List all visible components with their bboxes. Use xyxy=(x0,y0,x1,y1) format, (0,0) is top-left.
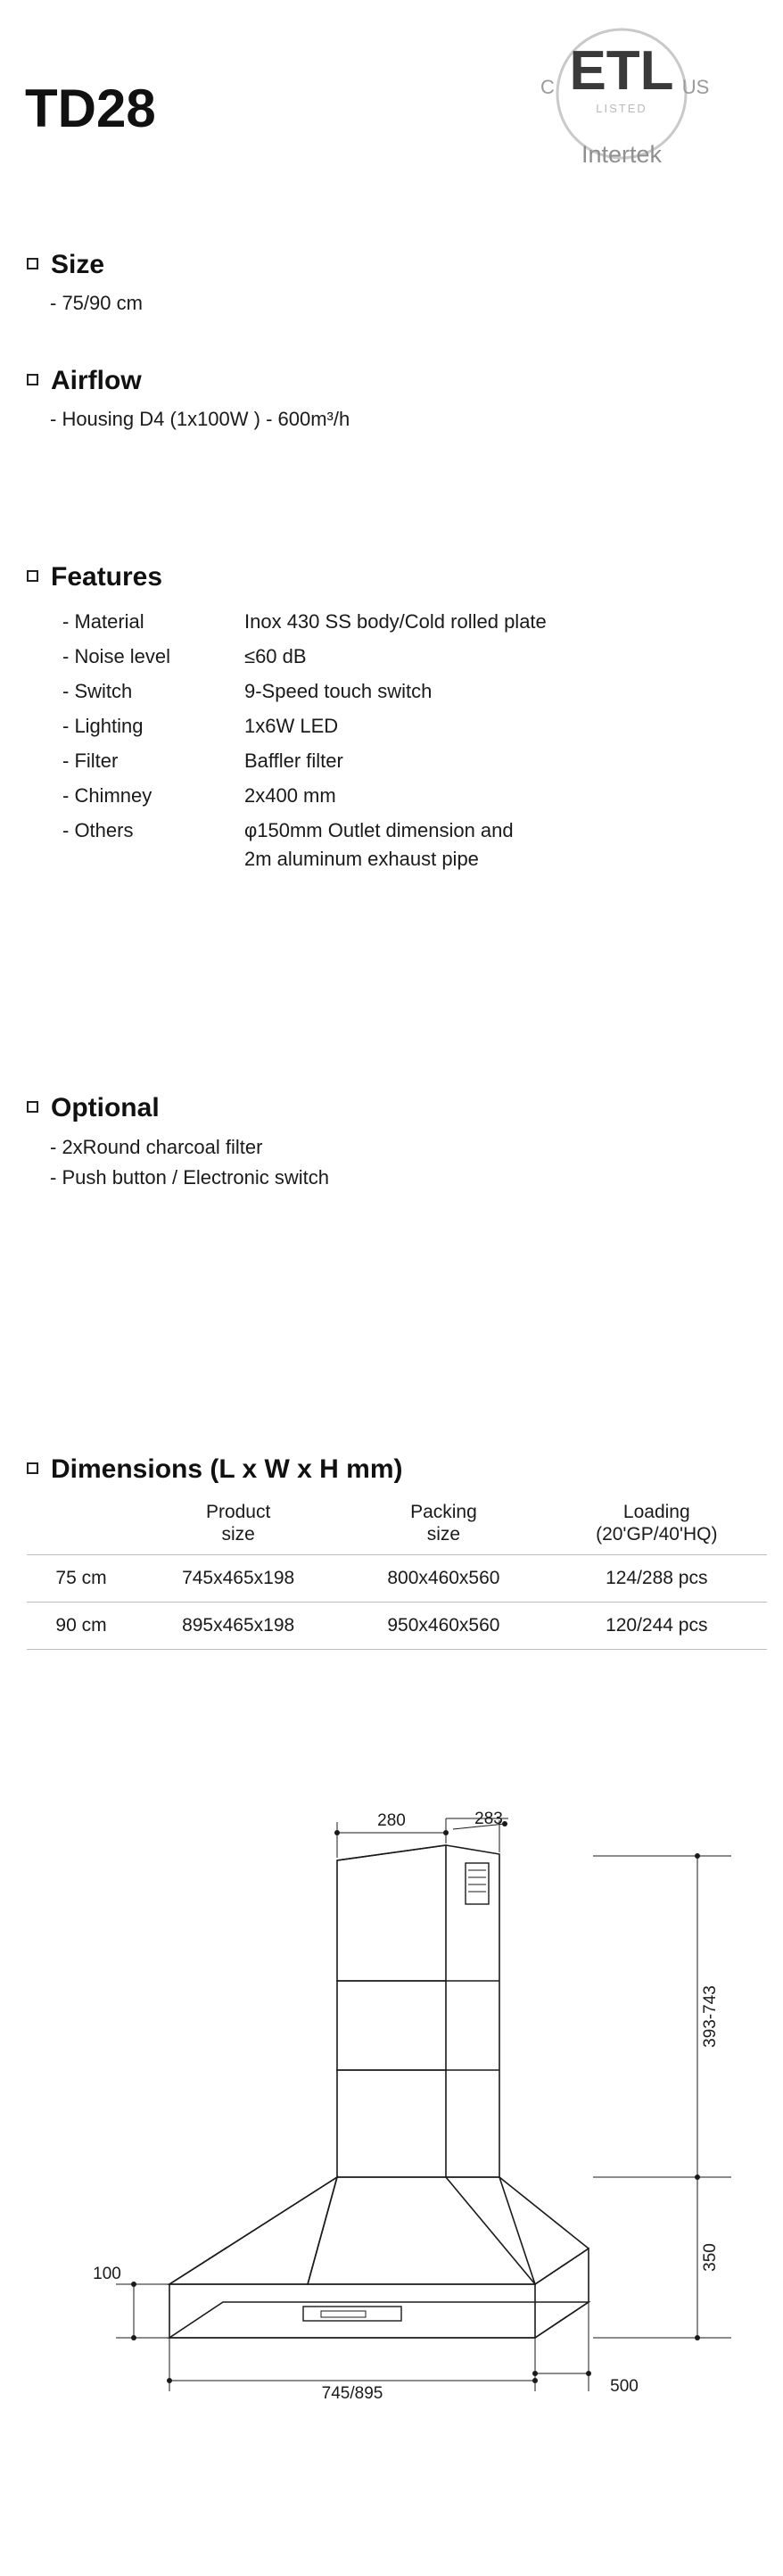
cell-packing-size: 800x460x560 xyxy=(387,1568,500,1589)
svg-text:C: C xyxy=(540,76,555,98)
feature-value: 9-Speed touch switch xyxy=(244,680,433,702)
page-title: TD28 xyxy=(25,79,156,138)
list-item: - Push button / Electronic switch xyxy=(50,1166,330,1189)
feature-value-line2: 2m aluminum exhaust pipe xyxy=(244,848,479,870)
technical-drawing xyxy=(0,1802,783,2570)
list-item: - 2xRound charcoal filter xyxy=(50,1136,263,1158)
square-bullet-icon xyxy=(27,258,38,269)
svg-text:ETL: ETL xyxy=(569,40,674,102)
section-airflow-heading xyxy=(27,366,350,396)
table-row xyxy=(62,779,547,814)
etl-listed-logo xyxy=(528,20,715,220)
feature-label: - Filter xyxy=(62,750,119,772)
dim-height-range: 393-743 xyxy=(701,1985,720,2048)
section-dimensions-heading xyxy=(27,1454,758,1485)
svg-text:Intertek: Intertek xyxy=(581,141,663,168)
row-label-size: 75 cm xyxy=(55,1568,107,1589)
feature-value: 2x400 mm xyxy=(244,784,336,807)
section-features-heading xyxy=(27,562,547,592)
section-optional-heading xyxy=(27,1093,329,1123)
section-optional xyxy=(27,1093,329,1193)
dim-depth: 500 xyxy=(610,2377,639,2396)
feature-label: - Chimney xyxy=(62,784,152,807)
feature-label: - Material xyxy=(62,610,144,633)
svg-text:US: US xyxy=(681,76,710,98)
square-bullet-icon xyxy=(27,1101,38,1113)
section-features-title: Features xyxy=(51,562,163,592)
table-row xyxy=(62,744,547,779)
table-row xyxy=(62,709,547,744)
section-features xyxy=(27,562,547,877)
features-table xyxy=(62,605,547,877)
column-header-packing-size: Packing size xyxy=(410,1502,477,1545)
dimensions-table xyxy=(27,1497,767,1650)
cell-product-size: 895x465x198 xyxy=(182,1615,295,1636)
table-row xyxy=(27,1555,767,1603)
feature-value: Baffler filter xyxy=(244,750,343,772)
square-bullet-icon xyxy=(27,374,38,385)
column-header-blank xyxy=(27,1497,136,1555)
cell-loading: 124/288 pcs xyxy=(606,1568,708,1589)
section-size-title: Size xyxy=(51,250,105,279)
column-header-loading: Loading (20'GP/40'HQ) xyxy=(596,1502,718,1545)
optional-list xyxy=(50,1132,329,1193)
section-size xyxy=(27,250,143,318)
column-header-product-size: Product size xyxy=(205,1502,271,1545)
section-dimensions-title: Dimensions (L x W x H mm) xyxy=(51,1454,403,1484)
table-header-row xyxy=(27,1497,767,1555)
cell-product-size: 745x465x198 xyxy=(182,1568,295,1589)
section-size-heading xyxy=(27,250,143,280)
table-row xyxy=(27,1603,767,1650)
cell-loading: 120/244 pcs xyxy=(606,1615,708,1636)
feature-value: φ150mm Outlet dimension and xyxy=(244,819,514,841)
section-airflow-value: - Housing D4 (1x100W ) - 600m³/h xyxy=(50,408,350,430)
table-row xyxy=(62,675,547,709)
table-row xyxy=(62,814,547,877)
cell-packing-size: 950x460x560 xyxy=(387,1615,500,1636)
section-optional-title: Optional xyxy=(51,1093,160,1122)
row-label-size: 90 cm xyxy=(55,1615,107,1636)
dim-chimney-depth: 283 xyxy=(474,1810,503,1828)
section-airflow-title: Airflow xyxy=(51,366,142,395)
feature-value: 1x6W LED xyxy=(244,715,339,737)
dim-chimney-width: 280 xyxy=(377,1811,406,1830)
dim-offset: 100 xyxy=(93,2265,121,2283)
dim-width: 745/895 xyxy=(321,2384,383,2403)
section-size-value: - 75/90 cm xyxy=(50,292,143,314)
table-row xyxy=(62,605,547,640)
feature-value: ≤60 dB xyxy=(244,645,307,667)
square-bullet-icon xyxy=(27,1462,38,1474)
feature-label: - Lighting xyxy=(62,715,144,737)
feature-label: - Switch xyxy=(62,680,133,702)
table-row xyxy=(62,640,547,675)
feature-label: - Others xyxy=(62,819,134,841)
feature-label: - Noise level xyxy=(62,645,171,667)
section-dimensions xyxy=(27,1454,758,1650)
svg-text:LISTED: LISTED xyxy=(596,102,647,115)
dim-hood-height: 350 xyxy=(701,2243,720,2272)
square-bullet-icon xyxy=(27,570,38,582)
section-airflow xyxy=(27,366,350,434)
feature-value: Inox 430 SS body/Cold rolled plate xyxy=(244,610,547,633)
